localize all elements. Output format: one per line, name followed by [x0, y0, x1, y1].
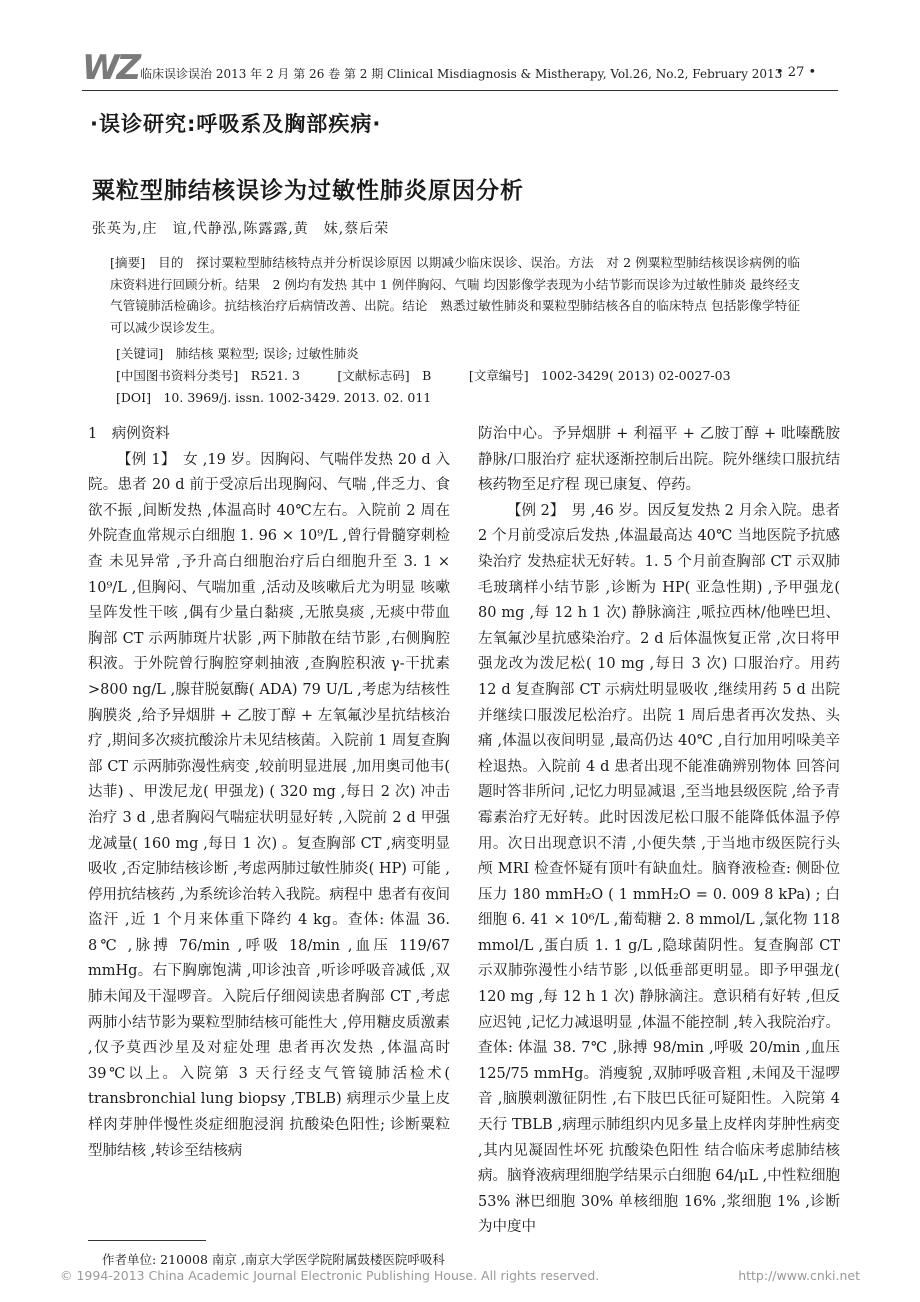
case-1-paragraph: 【例 1】 女 ,19 岁。因胸闷、气喘伴发热 20 d 入院。患者 20 d 前于受凉后出现胸闷、气喘 ,伴乏力、食欲不振 ,间断发热 ,体温高时 40℃左右。入院前 2 周在外院查血常规示白细胞 1. 96 × 10⁹/L ,曾行骨髓穿刺检查 未见异常 ,予升高白细胞治疗后白细胞升至 3. 1 × 10⁹/L ,但胸闷、气喘加重 ,活动及咳嗽后尤为明显 咳嗽呈阵发性干咳 ,偶有少量白黏痰 ,无脓臭痰 ,无痰中带血 胸部 CT 示两肺斑片状影 ,两下肺散在结节影 ,右侧胸腔积液。于外院曾行胸腔穿刺抽液 ,查胸腔积液 γ-干扰素 >800 ng/L ,腺苷脱氨酶( ADA) 79 U/L ,考虑为结核性胸膜炎 ,给予异烟肼 + 乙胺丁醇 + 左氧氟沙星抗结核治疗 ,期间多次痰抗酸涂片未见结核菌。入院前 1 周复查胸部 CT 示两肺弥漫性病变 ,较前明显进展 ,加用奥司他韦( 达菲) 、甲泼尼龙( 甲强龙) ( 320 mg ,每日 2 次) 冲击治疗 3 d ,患者胸闷气喘症状明显好转 ,入院前 2 d 甲强龙减量( 160 mg ,每日 1 次) 。复查胸部 CT ,病变明显吸收 ,否定肺结核诊断 ,考虑两肺过敏性肺炎( HP) 可能 ,停用抗结核药 ,为系统诊治转入我院。病程中 患者有夜间盗汗 ,近 1 个月来体重下降约 4 kg。查体: 体温 36. 8℃ ,脉搏 76/min ,呼吸 18/min ,血压 119/67 mmHg。右下胸廓饱满 ,叩诊浊音 ,听诊呼吸音减低 ,双肺未闻及干湿啰音。入院后仔细阅读患者胸部 CT ,考虑两肺小结节影为粟粒型肺结核可能性大 ,停用糖皮质激素 ,仅予莫西沙星及对症处理 患者再次发热 ,体温高时 39℃以上。入院第 3 天行经支气管镜肺活检术( transbronchial lung biopsy ,TBLB) 病理示少量上皮样肉芽肿伴慢性炎症细胞浸润 抗酸染色阳性; 诊断粟粒型肺结核 ,转诊至结核病	[88, 451, 450, 1159]
authors: 张英为,庄 谊,代静泓,陈露露,黄 妹,蔡后荣	[92, 221, 390, 237]
doi-line: [DOI] 10. 3969/j. issn. 1002-3429. 2013. 02. 011	[116, 390, 432, 405]
article-title: 粟粒型肺结核误诊为过敏性肺炎原因分析	[92, 178, 524, 204]
case-1-continued: 防治中心。予异烟肼 + 利福平 + 乙胺丁醇 + 吡嗪酰胺静脉/口服治疗 症状逐渐控制后出院。院外继续口服抗结核药物至足疗程 现已康复、停药。	[478, 426, 840, 494]
section-heading: ·误诊研究:呼吸系及胸部疾病·	[90, 112, 382, 136]
classification-line: [中国图书资料分类号] R521. 3 [文献标志码] B [文章编号] 1002-3429( 2013) 02-0027-03	[116, 368, 731, 383]
case-2-paragraph: 【例 2】 男 ,46 岁。因反复发热 2 月余入院。患者 2 个月前受凉后发热 ,体温最高达 40℃ 当地医院予抗感染治疗 发热症状无好转。1. 5 个月前查胸部 CT 示双肺毛玻璃样小结节影 ,诊断为 HP( 亚急性期) ,予甲强龙( 80 mg ,每 12 h 1 次) 静脉滴注 ,哌拉西林/他唑巴坦、左氧氟沙星抗感染治疗。2 d 后体温恢复正常 ,次日将甲强龙改为泼尼松( 10 mg ,每日 3 次) 口服治疗。用药 12 d 复查胸部 CT 示病灶明显吸收 ,继续用药 5 d 出院并继续口服泼尼松治疗。出院 1 周后患者再次发热、头痛 ,体温以夜间明显 ,最高仍达 40℃ ,自行加用吲哚美辛栓退热。入院前 4 d 患者出现不能准确辨别物体 回答问题时答非所问 ,记忆力明显减退 ,至当地县级医院 ,给予青霉素治疗无好转。此时因泼尼松口服不能降低体温予停用。次日出现意识不清 ,小便失禁 ,于当地市级医院行头颅 MRI 检查怀疑有顶叶有缺血灶。脑脊液检查: 侧卧位压力 180 mmH₂O ( 1 mmH₂O = 0. 009 8 kPa) ; 白细胞 6. 41 × 10⁶/L ,葡萄糖 2. 8 mmol/L ,氯化物 118 mmol/L ,蛋白质 1. 1 g/L ,隐球菌阴性。复查胸部 CT 示双肺弥漫性小结节影 ,以低垂部更明显。即予甲强龙( 120 mg ,每 12 h 1 次) 静脉滴注。意识稍有好转 ,但反应迟钝 ,记忆力减退明显 ,体温不能控制 ,转入我院治疗。查体: 体温 38. 7℃ ,脉搏 98/min ,呼吸 20/min ,血压 125/75 mmHg。消瘦貌 ,双肺呼吸音粗 ,未闻及干湿啰音 ,脑膜刺激征阴性 ,右下肢巴氏征可疑阳性。入院第 4 天行 TBLB ,病理示肺组织内见多量上皮样肉芽肿性病变 ,其内见凝固性坏死 抗酸染色阳性 结合临床考虑肺结核病。脑脊液病理细胞学结果示白细胞 64/μL ,中性粒细胞 53% 淋巴细胞 30% 单核细胞 16% ,浆细胞 1% ,诊断为中度中	[478, 502, 840, 1236]
running-head: 临床误诊误治 2013 年 2 月 第 26 卷 第 2 期 Clinical Misdiagnosis & Mistherapy, Vol.26, No.2, February 2013	[140, 67, 783, 81]
left-column	[88, 422, 450, 1164]
footnote-rule	[88, 1240, 206, 1241]
copyright-footer	[60, 1268, 860, 1283]
copyright-text: © 1994-2013 China Academic Journal Electronic Publishing House. All rights reserved.	[60, 1268, 600, 1283]
page-number: • 27 •	[776, 65, 817, 80]
header-rule	[82, 90, 838, 91]
section-1-heading: 1 病例资料	[88, 426, 170, 442]
right-column	[478, 422, 840, 1241]
keywords: [关键词] 肺结核 粟粒型; 误诊; 过敏性肺炎	[116, 346, 359, 361]
abstract: [摘要] 目的 探讨粟粒型肺结核特点并分析误诊原因 以期减少临床误诊、误治。方法 对 2 例粟粒型肺结核误诊病例的临床资料进行回顾分析。结果 2 例均有发热 其中 1 例伴胸闷、气喘 均因影像学表现为小结节影而误诊为过敏性肺炎 最终经支气管镜肺活检确诊。抗结核治疗后病情改善、出院。结论 熟悉过敏性肺炎和粟粒型肺结核各自的临床特点 包括影像学特征 可以减少误诊发生。	[110, 255, 800, 335]
cnki-url: http://www.cnki.net	[738, 1268, 860, 1283]
journal-logo: WZ	[82, 48, 139, 88]
author-affiliation: 作者单位: 210008 南京 ,南京大学医学院附属鼓楼医院呼吸科	[102, 1252, 445, 1267]
